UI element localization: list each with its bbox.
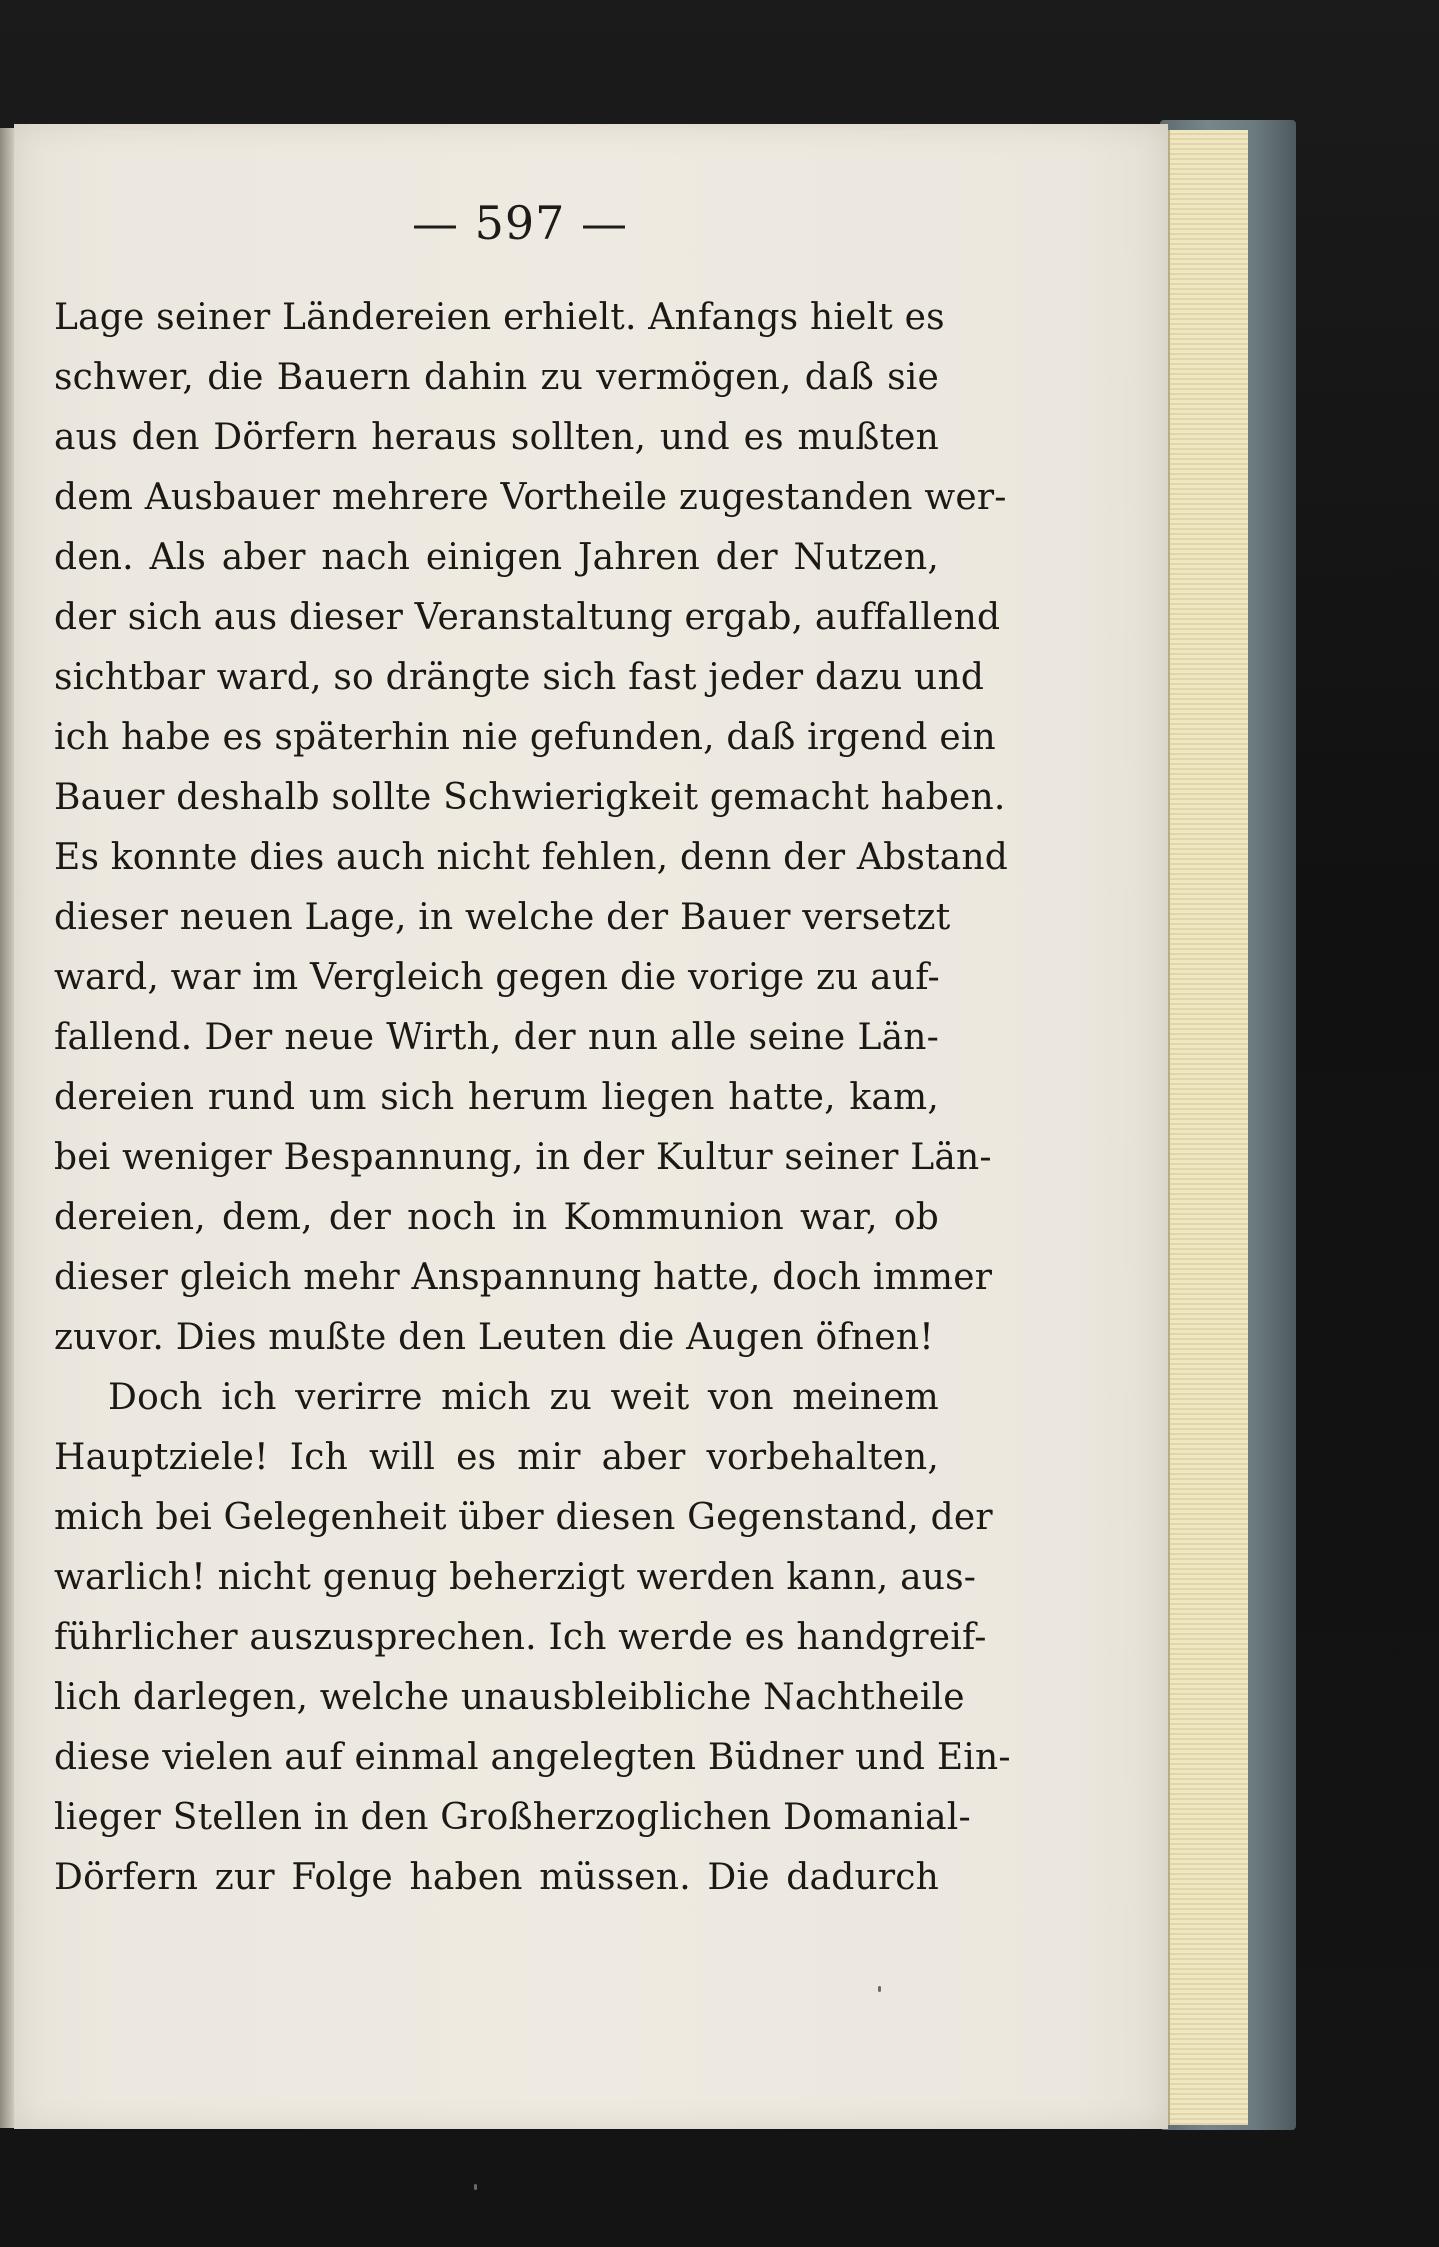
text-line: Doch ich verirre mich zu weit von meinem xyxy=(108,1377,939,1418)
text-line: dem Ausbauer mehrere Vortheile zugestanden wer- xyxy=(54,477,1007,518)
text-line: lieger Stellen in den Großherzoglichen Domanial- xyxy=(54,1797,971,1838)
text-line: ward, war im Vergleich gegen die vorige zu auf- xyxy=(54,957,940,998)
text-line: fallend. Der neue Wirth, der nun alle seine Län- xyxy=(54,1017,939,1058)
text-line: Dörfern zur Folge haben müssen. Die dadurch xyxy=(54,1857,939,1898)
text-line: sichtbar ward, so drängte sich fast jeder dazu und xyxy=(54,657,985,698)
text-line: Es konnte dies auch nicht fehlen, denn der Abstand xyxy=(54,837,1008,878)
text-line: dieser neuen Lage, in welche der Bauer versetzt xyxy=(54,897,951,938)
text-line: schwer, die Bauern dahin zu vermögen, daß sie xyxy=(54,357,939,398)
paper-speck xyxy=(878,1986,881,1992)
text-line: zuvor. Dies mußte den Leuten die Augen öfnen! xyxy=(54,1317,934,1358)
text-line: dereien rund um sich herum liegen hatte, kam, xyxy=(54,1077,939,1118)
text-line: den. Als aber nach einigen Jahren der Nutzen, xyxy=(54,537,939,578)
text-line: warlich! nicht genug beherzigt werden kann, aus- xyxy=(54,1557,977,1598)
text-line: diese vielen auf einmal angelegten Büdner und Ein- xyxy=(54,1737,1011,1778)
text-line: aus den Dörfern heraus sollten, und es mußten xyxy=(54,417,939,458)
text-line: der sich aus dieser Veranstaltung ergab, auffallend xyxy=(54,597,1001,638)
text-line: bei weniger Bespannung, in der Kultur seiner Län- xyxy=(54,1137,992,1178)
text-line: mich bei Gelegenheit über diesen Gegenstand, der xyxy=(54,1497,993,1538)
page-number: — 597 — xyxy=(411,196,629,250)
text-line: Bauer deshalb sollte Schwierigkeit gemacht haben. xyxy=(54,777,1006,818)
text-line: dieser gleich mehr Anspannung hatte, doch immer xyxy=(54,1257,993,1298)
text-line: Hauptziele! Ich will es mir aber vorbehalten, xyxy=(54,1437,939,1478)
text-line: führlicher auszusprechen. Ich werde es handgreif- xyxy=(54,1617,987,1658)
text-line: Lage seiner Ländereien erhielt. Anfangs hielt es xyxy=(54,297,945,338)
paper-speck xyxy=(474,2184,477,2190)
text-line: dereien, dem, der noch in Kommunion war, ob xyxy=(54,1197,939,1238)
text-line: lich darlegen, welche unausbleibliche Nachtheile xyxy=(54,1677,965,1718)
text-line: ich habe es späterhin nie gefunden, daß irgend ein xyxy=(54,717,996,758)
